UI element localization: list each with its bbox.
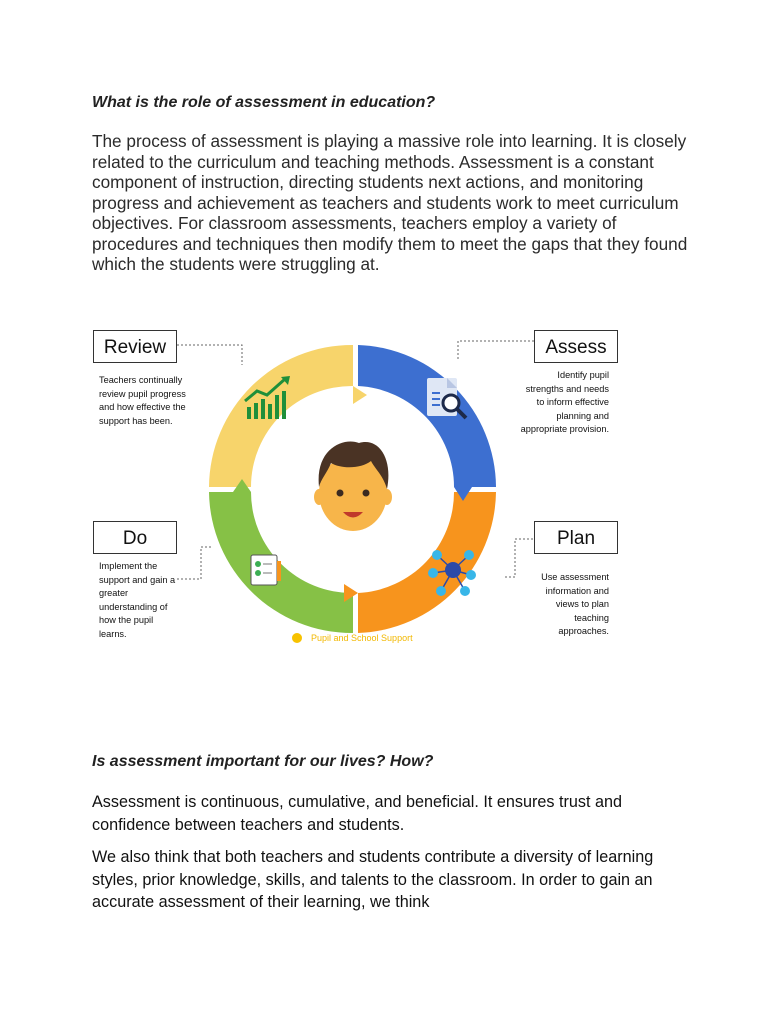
review-connector bbox=[177, 345, 242, 365]
paragraph-diversity: We also think that both teachers and students contribute a diversity of learning styles, prior knowledge, skills, and talents to the classroom. In order to gain an accurate assessment of their learning, we think bbox=[92, 848, 654, 911]
review-label: Review bbox=[93, 330, 177, 363]
assess-connector bbox=[458, 341, 534, 359]
paragraph-text: The process of assessment is playing a massive role into learning. It is closely related to the curriculum and teaching methods. Assessment is a constant component of instruction, directing students next actions, and monitoring progress and achievement as teachers and students work to meet curriculum objectives. For classroom assessments, teachers employ a variety of procedures and techniques then modify them to meet the gaps that they found which the students were struggling at. bbox=[92, 131, 688, 274]
do-label: Do bbox=[93, 521, 177, 554]
logo-dot-icon bbox=[292, 633, 302, 643]
assess-description: Identify pupil strengths and needs to inform effective planning and appropriate provision. bbox=[520, 370, 609, 434]
section-heading-importance: Is assessment important for our lives? How? bbox=[92, 753, 434, 770]
pupil-face-icon bbox=[314, 442, 392, 531]
assess-label: Assess bbox=[534, 330, 618, 363]
plan-description: Use assessment information and views to plan teaching approaches. bbox=[541, 572, 609, 636]
review-description: Teachers continually review pupil progress and how effective the support has been. bbox=[99, 375, 186, 426]
assessment-cycle-figure bbox=[91, 329, 621, 646]
paragraph-role bbox=[92, 131, 692, 275]
paragraph-continuous: Assessment is continuous, cumulative, and beneficial. It ensures trust and confidence between teachers and students. bbox=[92, 793, 622, 834]
checklist-icon bbox=[251, 555, 281, 585]
figure-caption: Pupil and School Support bbox=[311, 633, 413, 643]
do-description: Implement the support and gain a greater understanding of how the pupil learns. bbox=[99, 561, 176, 639]
plan-label: Plan bbox=[534, 521, 618, 554]
section-heading-role: What is the role of assessment in education? bbox=[92, 94, 436, 111]
do-connector bbox=[177, 547, 211, 579]
